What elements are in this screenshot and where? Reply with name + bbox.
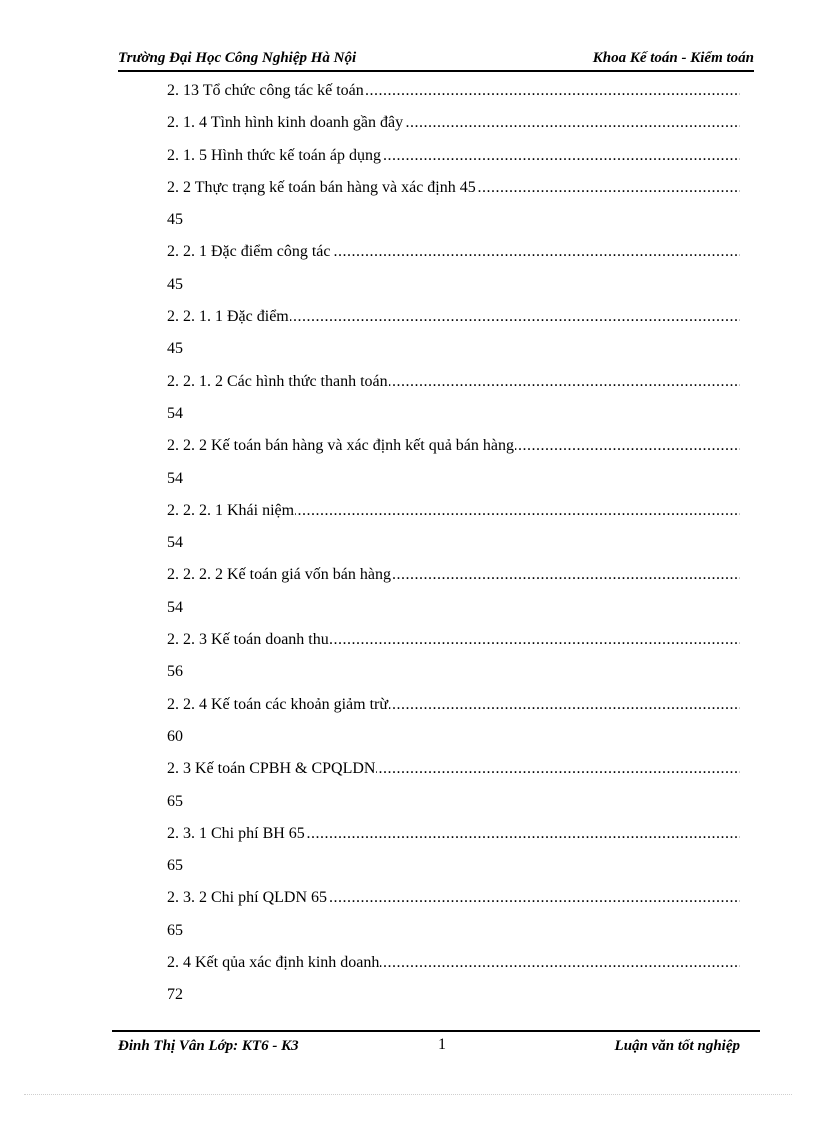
toc-page-text: 45 xyxy=(167,340,183,358)
toc-entry-text: 2. 13 Tổ chức công tác kế toán xyxy=(167,82,364,99)
toc-entry xyxy=(167,80,740,112)
toc-page-number xyxy=(167,338,740,370)
toc-entry xyxy=(167,694,740,726)
toc-entry-text: 2. 4 Kết qủa xác định kinh doanh xyxy=(167,954,380,972)
toc-page-number xyxy=(167,597,740,629)
toc-page-text: 65 xyxy=(167,792,183,810)
toc-entry xyxy=(167,371,740,403)
toc-page-text: 54 xyxy=(167,598,183,616)
toc-entry-text: 2. 3 Kế toán CPBH & CPQLDN xyxy=(167,760,376,778)
footer-author-class: Đinh Thị Vân Lớp: KT6 - K3 xyxy=(118,1038,299,1054)
page-header xyxy=(118,48,754,72)
toc-entry-text: 2. 2 Thực trạng kế toán bán hàng và xác định 45 xyxy=(167,178,476,196)
page-bottom-divider xyxy=(24,1094,792,1095)
page-footer xyxy=(112,1030,760,1062)
toc-entry xyxy=(167,306,740,338)
toc-entry-text: 2. 2. 1 Đặc điểm công tác xyxy=(167,243,331,261)
toc-page-number xyxy=(167,920,740,952)
header-faculty: Khoa Kế toán - Kiểm toán xyxy=(592,50,754,66)
toc-entry xyxy=(167,112,740,144)
toc-entry xyxy=(167,823,740,855)
toc-entry-text: 2. 2. 4 Kế toán các khoản giảm trừ xyxy=(167,695,389,713)
toc-entry xyxy=(167,887,740,919)
toc-page-number xyxy=(167,726,740,758)
toc-page-number xyxy=(167,984,740,1016)
toc-entry-text: 2. 2. 2. 1 Khái niệm xyxy=(167,501,295,519)
toc-page-text: 60 xyxy=(167,727,183,745)
page-number: 1 xyxy=(438,1036,446,1053)
toc-page-number xyxy=(167,791,740,823)
toc-entry-text: 2. 3. 2 Chi phí QLDN 65 xyxy=(167,889,327,907)
toc-page-text: 65 xyxy=(167,921,183,939)
toc-page-number xyxy=(167,209,740,241)
toc-entry xyxy=(167,758,740,790)
toc-page-text: 54 xyxy=(167,469,183,487)
toc-entry-text: 2. 2. 1. 1 Đặc điểm xyxy=(167,308,289,326)
toc-entry-text: 2. 1. 5 Hình thức kế toán áp dụng xyxy=(167,146,381,164)
toc-entry xyxy=(167,952,740,984)
toc-page-text: 54 xyxy=(167,534,183,552)
toc-page-text: 45 xyxy=(167,275,183,293)
header-school: Trường Đại Học Công Nghiệp Hà Nội xyxy=(118,50,357,66)
toc-page-number xyxy=(167,661,740,693)
toc-page-number xyxy=(167,274,740,306)
toc-page-text: 54 xyxy=(167,404,183,422)
toc-page-text: 72 xyxy=(167,986,183,1004)
toc-entry-text: 2. 2. 3 Kế toán doanh thu xyxy=(167,631,329,649)
toc-entry-text: 2. 2. 1. 2 Các hình thức thanh toán xyxy=(167,372,388,390)
toc-page-text: 56 xyxy=(167,663,183,681)
table-of-contents xyxy=(167,80,740,1017)
toc-page-number xyxy=(167,855,740,887)
toc-page-text: 65 xyxy=(167,857,183,875)
footer-thesis-type: Luận văn tốt nghiệp xyxy=(614,1038,740,1054)
toc-entry xyxy=(167,500,740,532)
toc-entry xyxy=(167,177,740,209)
toc-page-number xyxy=(167,532,740,564)
toc-page-number xyxy=(167,403,740,435)
toc-entry-text: 2. 1. 4 Tình hình kinh doanh gần đây xyxy=(167,114,404,132)
toc-entry xyxy=(167,435,740,467)
toc-entry xyxy=(167,241,740,273)
toc-entry-text: 2. 3. 1 Chi phí BH 65 xyxy=(167,824,305,842)
toc-page-text: 45 xyxy=(167,211,183,229)
toc-entry-text: 2. 2. 2. 2 Kế toán giá vốn bán hàng xyxy=(167,566,391,584)
toc-entry xyxy=(167,564,740,596)
toc-entry xyxy=(167,145,740,177)
toc-page-number xyxy=(167,468,740,500)
toc-entry xyxy=(167,629,740,661)
toc-entry-text: 2. 2. 2 Kế toán bán hàng và xác định kết quả bán hàng xyxy=(167,437,515,455)
